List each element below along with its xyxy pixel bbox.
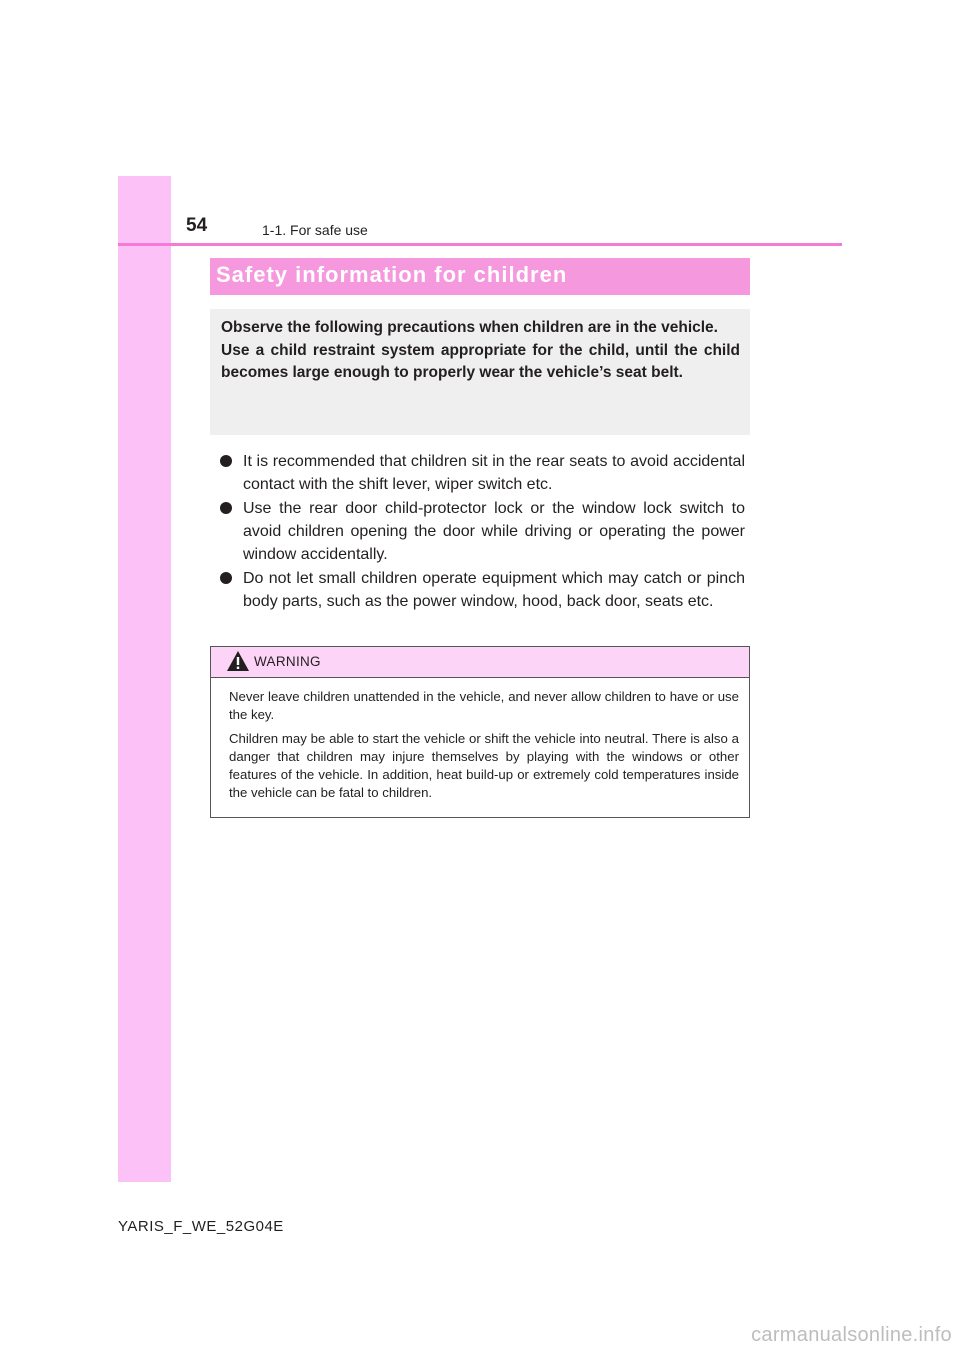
warning-box [210,646,750,818]
warning-paragraph: Never leave children unattended in the vehicle, and never allow children to have or use the key. [229,689,739,722]
warning-label: WARNING [254,654,321,669]
page-number: 54 [186,215,208,236]
list-item [220,497,745,566]
footer-code: YARIS_F_WE_52G04E [118,1218,284,1235]
intro-paragraph: Observe the following precautions when children are in the vehicle. [221,319,718,336]
side-tab [118,176,171,1182]
intro-box [210,309,750,435]
bullet-icon [220,572,232,584]
list-item [220,450,745,496]
bullet-text: It is recommended that children sit in the rear seats to avoid accidental contact with the shift lever, wiper switch etc. [243,453,745,493]
warning-body [211,678,749,802]
bullet-icon [220,502,232,514]
bullet-list [220,450,745,614]
section-label: 1-1. For safe use [262,222,368,238]
bullet-icon [220,455,232,467]
intro-paragraph: Use a child restraint system appropriate for the child, until the child becomes large enough to properly wear the vehicle’s seat belt. [221,341,740,381]
bullet-text: Do not let small children operate equipment which may catch or pinch body parts, such as the power window, hood, back door, seats etc. [243,570,745,610]
watermark: carmanualsonline.info [751,1324,952,1346]
warning-header [211,647,749,678]
warning-paragraph: Children may be able to start the vehicle or shift the vehicle into neutral. There is also a danger that children may injure themselves by playing with the windows or other features of the vehicle. In addition, heat build-up or extremely cold temperatures inside the vehicle can be fatal to children. [229,731,739,800]
list-item [220,567,745,613]
header-rule [118,243,842,246]
section-title: Safety information for children [210,258,750,295]
warning-triangle-icon [226,650,250,672]
bullet-text: Use the rear door child-protector lock or the window lock switch to avoid children opening the door while driving or operating the power window accidentally. [243,500,745,563]
